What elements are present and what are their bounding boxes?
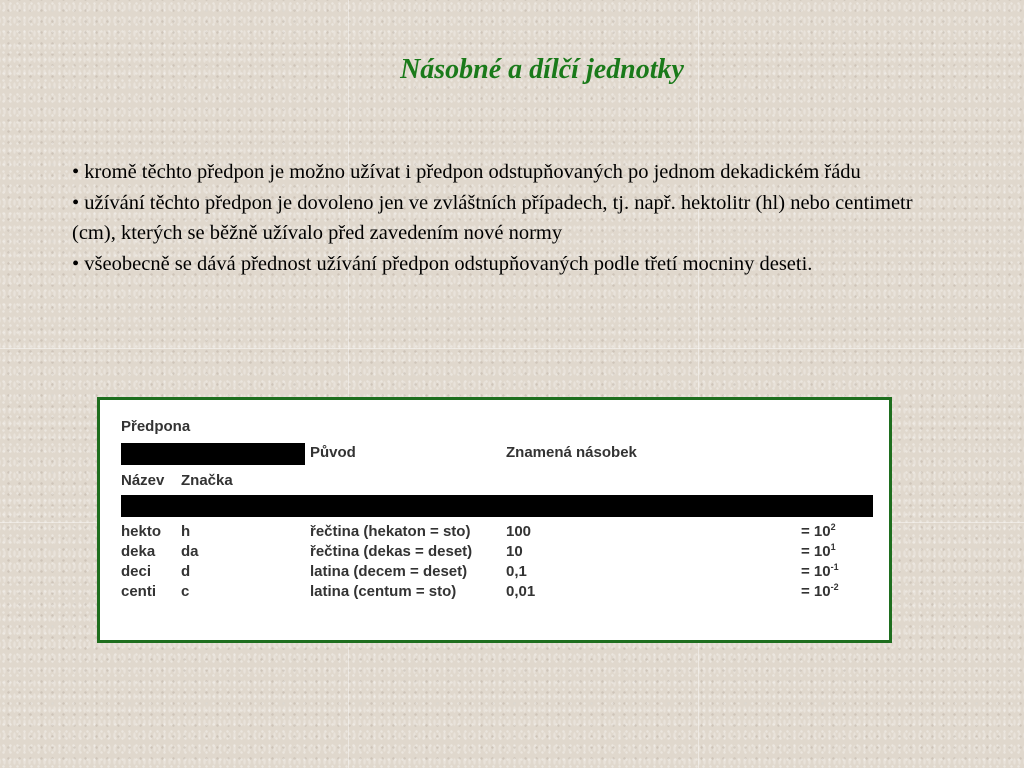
- table-cell-origin: řečtina (dekas = deset): [310, 543, 473, 560]
- table-header-name: Název: [121, 472, 165, 489]
- power-exponent: 2: [830, 522, 836, 532]
- power-base: = 10: [801, 563, 831, 580]
- power-exponent: -1: [830, 562, 839, 572]
- table-cell-symbol: da: [181, 543, 199, 560]
- bullet-item: • kromě těchto předpon je možno užívat i předpon odstupňovaných po jednom dekadickém řádu: [72, 161, 861, 183]
- background-tile-seam: [348, 0, 349, 768]
- table-header-meaning: Znamená násobek: [506, 444, 637, 461]
- background-tile-seam: [0, 348, 1024, 349]
- power-base: = 10: [801, 523, 831, 540]
- bullet-list: [72, 157, 942, 279]
- table-cell-power: [801, 583, 839, 600]
- table-cell-symbol: d: [181, 563, 191, 580]
- table-cell-origin: latina (centum = sto): [310, 583, 457, 600]
- table-cell-power: [801, 523, 836, 540]
- table-cell-value: 10: [506, 543, 523, 560]
- table-cell-name: deci: [121, 563, 152, 580]
- power-exponent: 1: [830, 542, 836, 552]
- table-cell-origin: řečtina (hekaton = sto): [310, 523, 471, 540]
- table-cell-name: hekto: [121, 523, 162, 540]
- bullet-item: • všeobecně se dává přednost užívání předpon odstupňovaných podle třetí mocniny deseti.: [72, 252, 813, 275]
- table-cell-power: [801, 543, 836, 560]
- table-header-origin: Původ: [310, 444, 356, 461]
- header-black-bar: [121, 443, 305, 465]
- table-cell-power: [801, 563, 839, 580]
- power-exponent: -2: [830, 582, 839, 592]
- table-cell-value: 0,1: [506, 563, 527, 580]
- power-base: = 10: [801, 543, 831, 560]
- table-cell-value: 100: [506, 523, 532, 540]
- power-base: = 10: [801, 583, 831, 600]
- background-tile-seam: [698, 0, 699, 768]
- table-cell-name: centi: [121, 583, 157, 600]
- table-cell-origin: latina (decem = deset): [310, 563, 468, 580]
- header-black-bar: [121, 495, 873, 517]
- table-header-prefix: Předpona: [121, 418, 191, 435]
- table-cell-value: 0,01: [506, 583, 536, 600]
- table-cell-name: deka: [121, 543, 156, 560]
- slide-title: Násobné a dílčí jednotky: [400, 54, 684, 85]
- bullet-item: • užívání těchto předpon je dovoleno jen ve zvláštních případech, tj. např. hektolitr (hl) nebo centimetr (cm), kterých se běžně užívalo před zavedením nové normy: [72, 191, 913, 244]
- table-header-symbol: Značka: [181, 472, 233, 489]
- table-cell-symbol: h: [181, 523, 191, 540]
- prefix-table: [97, 397, 892, 643]
- table-cell-symbol: c: [181, 583, 190, 600]
